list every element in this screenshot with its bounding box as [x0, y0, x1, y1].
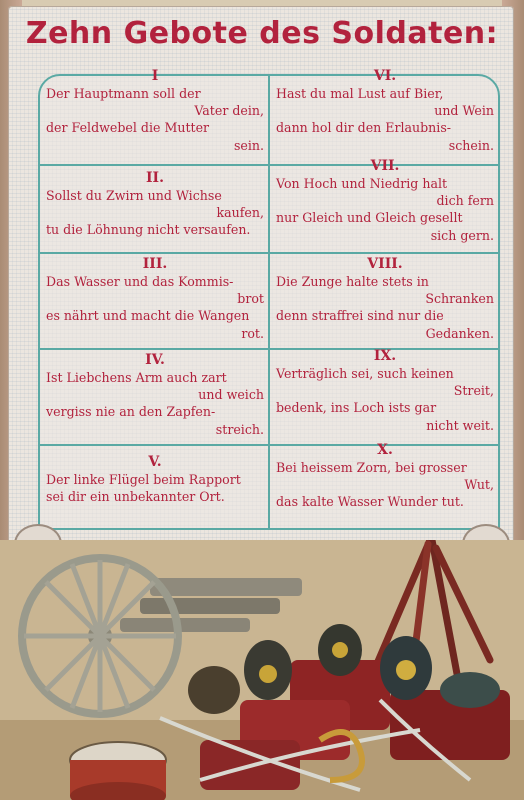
commandment-numeral: X.	[377, 442, 393, 458]
commandment-line: vergiss nie an den Zapfen-	[46, 404, 216, 420]
commandment-4	[46, 352, 264, 438]
page-title: Zehn Gebote des Soldaten:	[25, 16, 499, 51]
commandment-line: Schranken	[425, 291, 494, 307]
commandment-line: kaufen,	[216, 205, 264, 221]
commandment-2	[46, 170, 264, 239]
commandment-line: Ist Liebchens Arm auch zart	[46, 370, 227, 385]
commandment-line: der Feldwebel die Mutter	[46, 120, 210, 136]
commandment-line: sei dir ein unbekannter Ort.	[46, 489, 225, 505]
commandment-line: Hast du mal Lust auf Bier,	[276, 86, 444, 101]
commandment-line: Der linke Flügel beim Rapport	[46, 472, 241, 487]
commandment-line: denn straffrei sind nur die	[276, 308, 444, 324]
commandment-numeral: VIII.	[367, 256, 403, 272]
commandment-numeral: II.	[146, 170, 164, 186]
commandment-7	[276, 158, 494, 244]
commandment-numeral: IX.	[373, 348, 397, 364]
commandment-8	[276, 256, 494, 342]
commandment-line: Sollst du Zwirn und Wichse	[46, 188, 222, 203]
commandment-line: Das Wasser und das Kommis-	[46, 274, 234, 289]
commandments-tablet	[38, 68, 500, 530]
commandment-6	[276, 68, 494, 154]
row-divider	[40, 252, 498, 254]
commandment-numeral: VII.	[370, 158, 400, 174]
commandment-line: Die Zunge halte stets in	[276, 274, 429, 289]
commandment-line: tu die Löhnung nicht versaufen.	[46, 222, 251, 238]
commandment-numeral: VI.	[373, 68, 397, 84]
commandment-line: nicht weit.	[426, 417, 494, 433]
commandment-line: bedenk, ins Loch ists gar	[276, 400, 437, 416]
commandment-numeral: IV.	[145, 352, 165, 368]
commandment-line: Gedanken.	[425, 325, 494, 341]
commandment-line: es nährt und macht die Wangen	[46, 308, 250, 324]
commandment-1	[46, 68, 264, 154]
commandment-10	[276, 442, 494, 511]
commandment-numeral: III.	[142, 256, 168, 272]
commandment-line: sich gern.	[430, 227, 494, 243]
drum-icon	[70, 742, 166, 800]
commandment-numeral: V.	[148, 454, 162, 470]
commandment-line: streich.	[215, 421, 264, 437]
commandment-line: sein.	[233, 137, 264, 153]
commandment-line: Vater dein,	[194, 103, 264, 119]
commandment-line: und weich	[198, 387, 264, 403]
commandment-line: Bei heissem Zorn, bei grosser	[276, 460, 467, 475]
commandment-line: Wut,	[464, 477, 494, 493]
commandment-line: Streit,	[453, 383, 494, 399]
commandment-3	[46, 256, 264, 342]
commandment-line: rot.	[241, 325, 264, 341]
commandment-line: Verträglich sei, such keinen	[276, 366, 454, 381]
commandment-line: dann hol dir den Erlaubnis-	[276, 120, 452, 136]
column-divider	[268, 76, 270, 528]
commandment-line: Der Hauptmann soll der	[46, 86, 201, 101]
commandment-9	[276, 348, 494, 434]
commandment-line: schein.	[448, 137, 494, 153]
military-still-life-illustration	[0, 540, 524, 800]
commandment-line: das kalte Wasser Wunder tut.	[276, 494, 464, 510]
commandment-line: Von Hoch und Niedrig halt	[276, 176, 448, 191]
commandment-line: nur Gleich und Gleich gesellt	[276, 210, 463, 226]
commandment-numeral: I	[151, 68, 159, 84]
commandment-line: brot	[237, 291, 264, 307]
commandment-line: dich fern	[436, 193, 494, 209]
commandment-5	[46, 454, 264, 505]
commandment-line: und Wein	[434, 103, 494, 119]
